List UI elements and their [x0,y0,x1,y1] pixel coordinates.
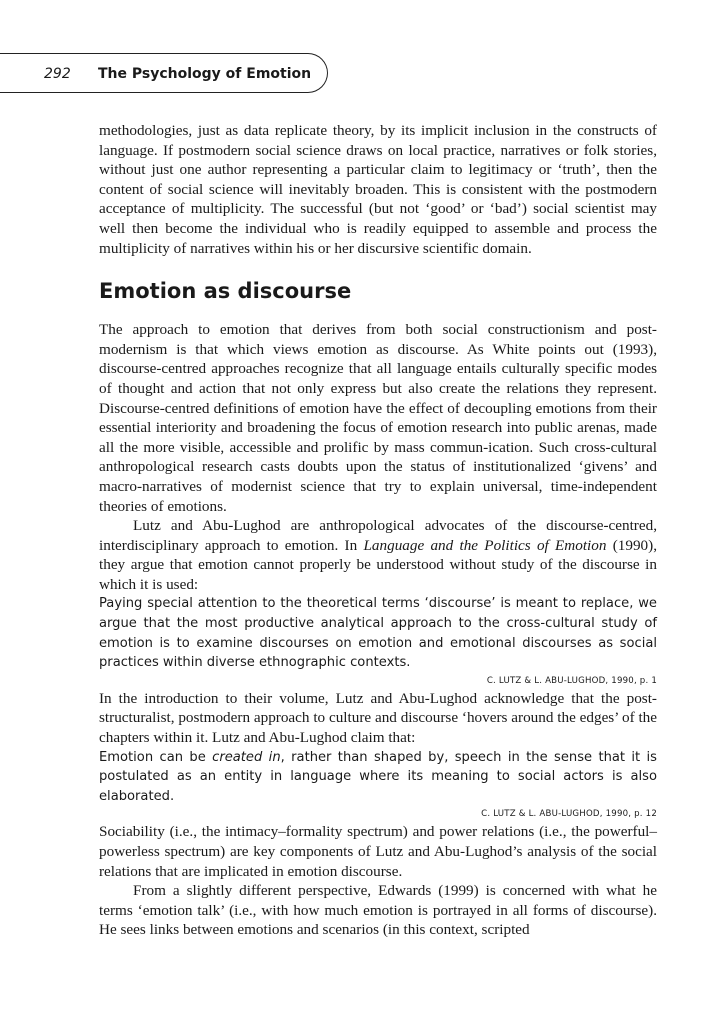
running-title: The Psychology of Emotion [98,66,312,82]
quote-2-text-b: , rather than shaped by, speech in the sense that it is postulated as an entity in language where its meaning to social actors is also elaborated. [99,749,658,804]
page-body [99,121,657,940]
paragraph-4: In the introduction to their volume, Lutz and Abu-Lughod acknowledge that the post-structuralist, postmodern approach to culture and discourse ‘hovers around the edges’ of the chapters within it. Lutz and Abu-Lughod claim that: [99,689,657,747]
section-heading: Emotion as discourse [99,279,352,304]
book-title: Language and the Politics of Emotion [363,536,607,554]
paragraph-1: methodologies, just as data replicate theory, by its implicit inclusion in the constructs of language. If postmodern social science draws on local practice, narratives or folk stories, without just one author representing a particular claim to legitimacy or ‘truth’, then the content of social science will inevitably broaden. This is consistent with the postmodern acceptance of multiplicity. The successful (but not ‘good’ or ‘bad’) social scientist may well then become the individual who is readily equipped to assemble and process the multiplicity of narratives within his or her discursive scientific domain. [99,122,657,257]
citation-2: C. LUTZ & L. ABU-LUGHOD, 1990, p. 12 [481,809,657,820]
page-number: 292 [44,66,71,82]
paragraph-2: The approach to emotion that derives from both social constructionism and post-modernism is that which views emotion as discourse. As White points out (1993), discourse-centred approaches recognize that all language entails culturally specific modes of thought and action that not only express but also create the relations they represent. Discourse-centred definitions of emotion have the effect of decoupling emotions from their essential interiority and broadening the focus of emotion research into public arenas, made all the more visible, accessible and prolific by mass commun-ication. Such cross-cultural anthropological research casts doubts upon the status of institutionalized ‘givens’ and macro-narratives of modernist science that try to explain universal, time-independent theories of emotions. [99,321,657,515]
paragraph-3 [99,516,657,594]
paragraph-6: From a slightly different perspective, Edwards (1999) is concerned with what he terms ‘emotion talk’ (i.e., with how much emotion is portrayed in all forms of discourse). He sees links between emotions and scenarios (in this context, scripted [99,882,657,939]
quote-2-text-a: Emotion can be [99,749,213,765]
block-quote-2 [99,748,657,807]
paragraph-3-text-a: Lutz and Abu-Lughod are anthropological advocates of the discourse-centred, interdisciplinary approach to emotion. In [99,517,657,554]
citation-1: C. LUTZ & L. ABU-LUGHOD, 1990, p. 1 [486,675,657,686]
paragraph-5: Sociability (i.e., the intimacy–formality spectrum) and power relations (i.e., the powerful–powerless spectrum) are key components of Lutz and Abu-Lughod’s analysis of the social relations that are implicated in emotion discourse. [99,823,657,880]
quote-2-emphasis: created in [212,749,281,765]
block-quote-1: Paying special attention to the theoretical terms ‘discourse’ is meant to replace, we argue that the most productive analytical approach to the cross-cultural study of emotion is to examine discourses on emotion and emotional discourses as social practices within diverse ethnographic contexts. [99,596,657,671]
paragraph-3-text-b: (1990), they argue that emotion cannot properly be understood without study of the discourse in which it is used: [99,536,658,593]
